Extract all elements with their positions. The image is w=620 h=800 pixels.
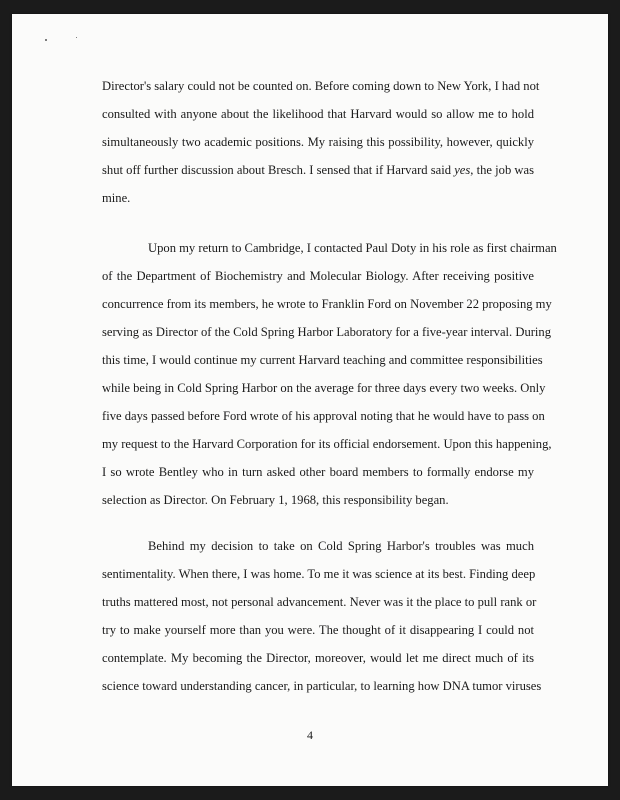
text-line: of the Department of Biochemistry and Molecular Biology. After receiving positive (102, 269, 534, 283)
text-line: consulted with anyone about the likelihood that Harvard would so allow me to hold (102, 107, 534, 121)
text-line: simultaneously two academic positions. My raising this possibility, however, quickly (102, 135, 534, 149)
text-line-with-emphasis (102, 156, 534, 184)
paper-speck-mark (45, 39, 47, 41)
paragraph-1 (102, 72, 540, 212)
paper-speck-mark (76, 37, 77, 38)
text-line: try to make yourself more than you were. The thought of it disappearing I could not (102, 623, 534, 637)
text-line: while being in Cold Spring Harbor on the average for three days every two weeks. Only (102, 381, 546, 395)
text-line: science toward understanding cancer, in particular, to learning how DNA tumor viruses (102, 679, 542, 693)
text-line: mine. (102, 191, 131, 205)
text-line: sentimentality. When there, I was home. To me it was science at its best. Finding deep (102, 567, 536, 581)
text-line: selection as Director. On February 1, 1968, this responsibility began. (102, 493, 449, 507)
text-line: this time, I would continue my current Harvard teaching and committee responsibilities (102, 353, 543, 367)
text-line: five days passed before Ford wrote of his approval noting that he would have to pass on (102, 409, 545, 423)
paragraph-3 (102, 532, 542, 700)
text-line: my request to the Harvard Corporation for its official endorsement. Upon this happening, (102, 437, 552, 451)
text-line: Director's salary could not be counted on. Before coming down to New York, I had not (102, 79, 540, 93)
emphasized-word: yes (454, 163, 471, 177)
text-line: I so wrote Bentley who in turn asked other board members to formally endorse my (102, 465, 534, 479)
text-run: , the job was (470, 163, 534, 177)
text-line: concurrence from its members, he wrote to Franklin Ford on November 22 proposing my (102, 297, 552, 311)
text-line: truths mattered most, not personal advancement. Never was it the place to pull rank or (102, 595, 537, 609)
text-run: shut off further discussion about Bresch. I sensed that if Harvard said (102, 163, 455, 177)
paragraph-2 (102, 234, 557, 514)
text-line: Upon my return to Cambridge, I contacted Paul Doty in his role as first chairman (148, 241, 557, 255)
document-page (12, 14, 608, 786)
page-number: 4 (307, 728, 313, 742)
text-line: Behind my decision to take on Cold Spring Harbor's troubles was much (148, 539, 534, 553)
text-line: contemplate. My becoming the Director, moreover, would let me direct much of its (102, 651, 534, 665)
text-line: serving as Director of the Cold Spring Harbor Laboratory for a five-year interval. During (102, 325, 552, 339)
